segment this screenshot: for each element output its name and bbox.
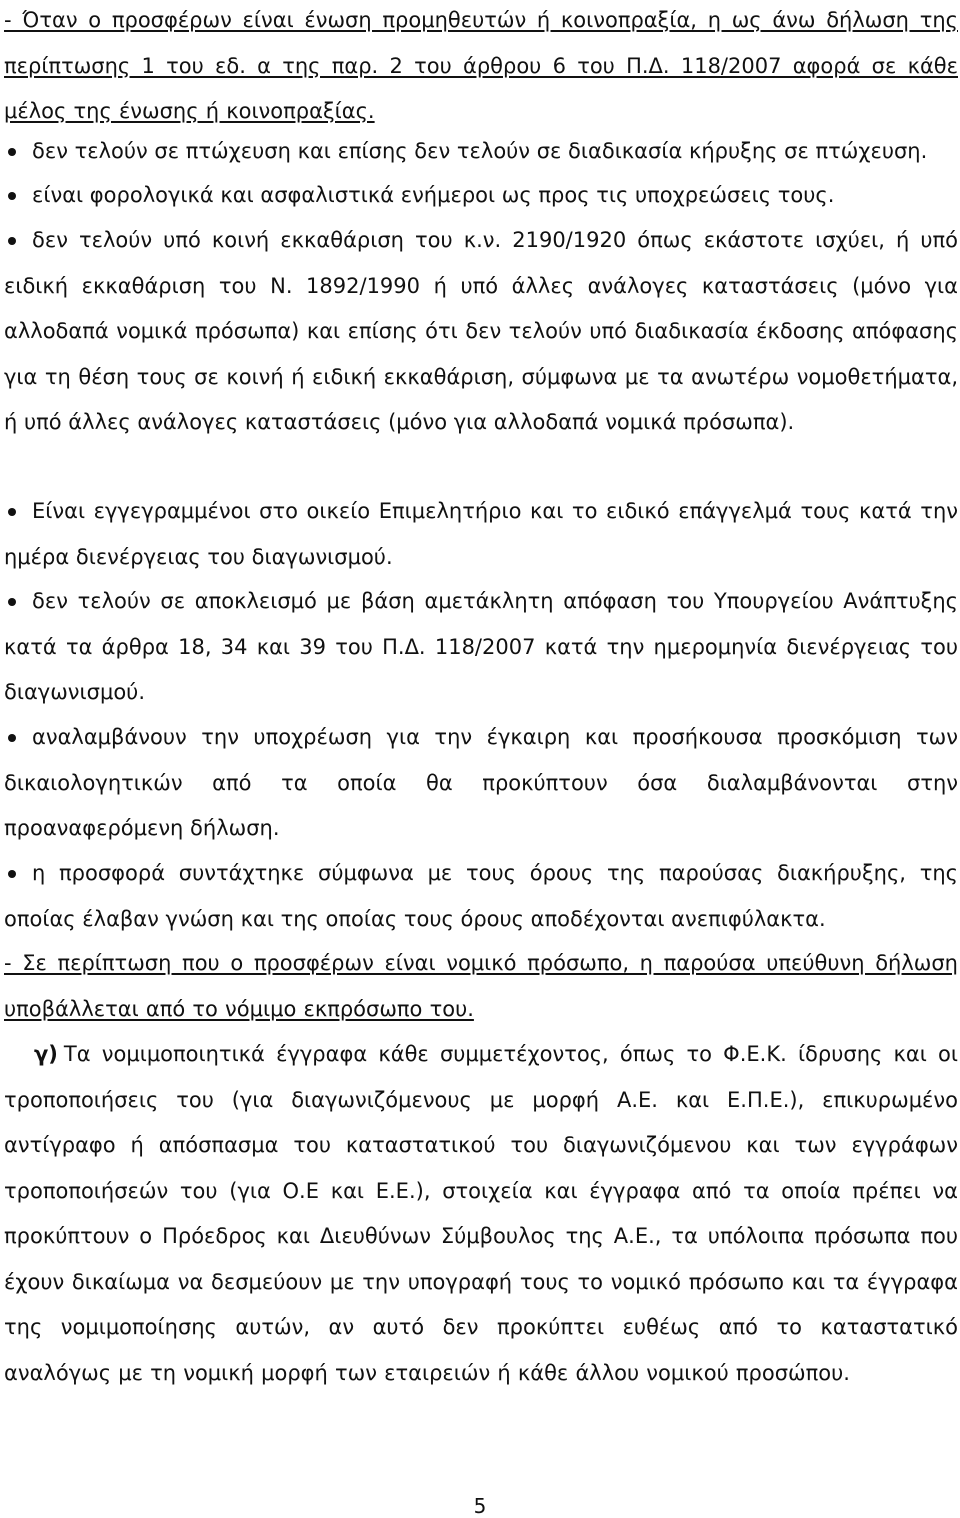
list-item bbox=[4, 579, 958, 716]
list-item bbox=[4, 173, 958, 219]
intro-text: - Όταν ο προσφέρων είναι ένωση προμηθευτών ή κοινοπραξία, η ως άνω δήλωση της περίπτωσης 1 του εδ. α της παρ. 2 του άρθρου 6 του Π.Δ. 118/2007 αφορά σε κάθε μέλος της ένωσης ή κοινοπραξίας. bbox=[4, 8, 958, 123]
intro-paragraph bbox=[4, 0, 958, 135]
bullet-icon bbox=[8, 148, 16, 156]
list-item-text: δεν τελούν υπό κοινή εκκαθάριση του κ.ν. 2190/1920 όπως εκάστοτε ισχύει, ή υπό ειδική εκκαθάριση του Ν. 1892/1990 ή υπό άλλες ανάλογες καταστάσεις (μόνο για αλλοδαπά νομικά πρόσωπα) και επίσης ότι δεν τελούν υπό διαδικασία έκδοσης απόφασης για τη θέση τους σε κοινή ή ειδική εκκαθάριση, σύμφωνα με τα ανωτέρω νομοθετήματα, ή υπό άλλες ανάλογες καταστάσεις (μόνο για αλλοδαπά νομικά πρόσωπα). bbox=[4, 228, 958, 434]
legal-person-text: - Σε περίπτωση που ο προσφέρων είναι νομικό πρόσωπο, η παρούσα υπεύθυνη δήλωση υποβάλλεται από το νόμιμο εκπρόσωπο του. bbox=[4, 951, 958, 1021]
list-item-text: η προσφορά συντάχτηκε σύμφωνα με τους όρους της παρούσας διακήρυξης, της οποίας έλαβαν γνώση και της οποίας τους όρους αποδέχονται ανεπιφύλακτα. bbox=[4, 861, 958, 931]
gamma-paragraph bbox=[4, 1032, 958, 1396]
list-item bbox=[4, 489, 958, 580]
bullet-icon bbox=[8, 192, 16, 200]
list-item-text: Είναι εγγεγραμμένοι στο οικείο Επιμελητήριο και το ειδικό επάγγελμά τους κατά την ημέρα διενέργειας του διαγωνισμού. bbox=[4, 499, 958, 569]
list-item-text: δεν τελούν σε αποκλεισμό με βάση αμετάκλητη απόφαση του Υπουργείου Ανάπτυξης κατά τα άρθρα 18, 34 και 39 του Π.Δ. 118/2007 κατά την ημερομηνία διενέργειας του διαγωνισμού. bbox=[4, 589, 958, 704]
bullet-icon bbox=[8, 237, 16, 245]
section-label: γ) bbox=[34, 1042, 58, 1066]
page-number: 5 bbox=[473, 1494, 487, 1518]
list-item bbox=[4, 218, 958, 446]
list-item bbox=[4, 715, 958, 852]
bullet-icon bbox=[8, 598, 16, 606]
gamma-text: Τα νομιμοποιητικά έγγραφα κάθε συμμετέχοντος, όπως το Φ.Ε.Κ. ίδρυσης και οι τροποποιήσεις του (για διαγωνιζόμενους με μορφή Α.Ε. και Ε.Π.Ε.), επικυρωμένο αντίγραφο ή απόσπασμα του καταστατικού του διαγωνιζόμενου και των εγγράφων τροποποιήσεών του (για Ο.Ε και Ε.Ε.), στοιχεία και έγγραφα από τα οποία πρέπει να προκύπτουν ο Πρόεδρος και Διευθύνων Σύμβουλος της Α.Ε., τα υπόλοιπα πρόσωπα που έχουν δικαίωμα να δεσμεύουν με την υπογραφή τους το νομικό πρόσωπο και τα έγγραφα της νομιμοποίησης αυτών, αν αυτό δεν προκύπτει ευθέως από το καταστατικό αναλόγως με τη νομική μορφή των εταιρειών ή κάθε άλλου νομικού προσώπου. bbox=[4, 1042, 958, 1385]
bullet-icon bbox=[8, 870, 16, 878]
legal-person-paragraph bbox=[4, 941, 958, 1032]
list-item-text: δεν τελούν σε πτώχευση και επίσης δεν τελούν σε διαδικασία κήρυξης σε πτώχευση. bbox=[32, 139, 928, 163]
list-item-text: αναλαμβάνουν την υποχρέωση για την έγκαιρη και προσήκουσα προσκόμιση των δικαιολογητικών από τα οποία θα προκύπτουν όσα διαλαμβάνονται στην προαναφερόμενη δήλωση. bbox=[4, 725, 958, 840]
list-item bbox=[4, 129, 958, 175]
list-item bbox=[4, 851, 958, 942]
bullet-icon bbox=[8, 734, 16, 742]
bullet-icon bbox=[8, 508, 16, 516]
list-item-text: είναι φορολογικά και ασφαλιστικά ενήμεροι ως προς τις υποχρεώσεις τους. bbox=[32, 183, 835, 207]
